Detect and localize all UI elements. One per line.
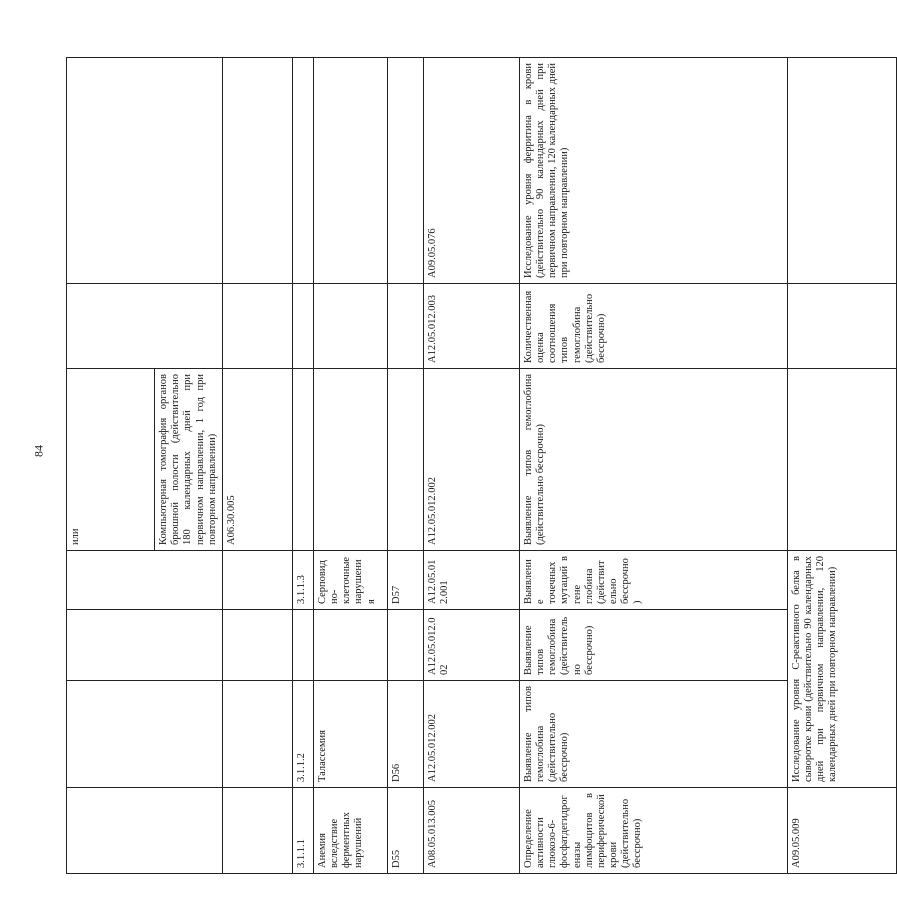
cell-empty (313, 369, 387, 551)
service-description: Количественная оценка соотношения типов гемоглобина (действительно бессрочно) (519, 284, 787, 369)
cell-empty (313, 58, 387, 284)
cell-empty (222, 551, 292, 610)
service-description: Выявление типов гемоглобина (действительно бессрочно) (519, 369, 787, 551)
cell-empty (787, 369, 896, 551)
cell-empty (67, 551, 223, 610)
table-row (387, 58, 423, 874)
table-row (313, 58, 387, 874)
icd-code: D57 (387, 551, 423, 610)
cell-empty (222, 58, 292, 284)
service-description: Выявление точечных мутаций в гене глобина (действительно бессрочно) (519, 551, 787, 610)
cell-empty (387, 369, 423, 551)
service-code: A06.30.005 (222, 369, 292, 551)
cell-empty (222, 681, 292, 788)
cell-empty (313, 284, 387, 369)
condition-name: Анемия вследствие ферментных нарушений (313, 788, 387, 874)
cell-empty (67, 284, 223, 369)
cell-empty (313, 610, 387, 681)
condition-name: Серповидно-клеточные нарушения (313, 551, 387, 610)
cell-empty (387, 610, 423, 681)
condition-name: Талассемия (313, 681, 387, 788)
service-code: A08.05.013.005 (423, 788, 519, 874)
cell-empty (222, 788, 292, 874)
cell-empty (387, 284, 423, 369)
cell-empty (787, 284, 896, 369)
services-table (66, 57, 897, 874)
table-row (787, 58, 896, 874)
table-row (423, 58, 519, 874)
cell-empty (292, 284, 313, 369)
table-row (519, 58, 787, 874)
icd-code: D55 (387, 788, 423, 874)
icd-code: D56 (387, 681, 423, 788)
service-description: Исследование уровня С-реактивного белка в сыворотке крови (действительно 90 календарных дней при первичном направлении, 120 календарных дней при повторном направлении) (787, 551, 896, 788)
service-description: Выявление типов гемоглобина (действительно бессрочно) (519, 681, 787, 788)
cell-empty (292, 58, 313, 284)
cell-empty (67, 58, 223, 284)
table-row (222, 58, 292, 874)
row-number: 3.1.1.3 (292, 551, 313, 610)
service-code: A12.05.012.003 (423, 284, 519, 369)
cell-empty (222, 284, 292, 369)
cell-empty (67, 788, 223, 874)
service-description: Определение активности глюкозо-6-фосфатдегидрогеназы лимфоцитов в периферической крови (действительно бессрочно) (519, 788, 787, 874)
row-number: 3.1.1.2 (292, 681, 313, 788)
service-description: Компьютерная томография органов брюшной полости (действительно 180 календарных дней при первичном направлении, 1 год при повторном направлении) (155, 369, 223, 551)
cell-empty (787, 58, 896, 284)
cell-empty (67, 610, 223, 681)
cell-empty (292, 369, 313, 551)
service-code: A12.05.012.001 (423, 551, 519, 610)
service-code: A12.05.012.002 (423, 610, 519, 681)
cell-empty (387, 58, 423, 284)
rotated-page-content (66, 58, 839, 874)
row-number: 3.1.1.1 (292, 788, 313, 874)
cell-empty (67, 681, 223, 788)
cell-empty (222, 610, 292, 681)
service-code: A09.05.009 (787, 788, 896, 874)
table-row (67, 58, 155, 874)
service-description: Выявление типов гемоглобина (действительно бессрочно) (519, 610, 787, 681)
service-code: A12.05.012.002 (423, 681, 519, 788)
table-row (292, 58, 313, 874)
page-number: 84 (31, 445, 46, 457)
service-description: Исследование уровня ферритина в крови (действительно 90 календарных дней при первичном направлении, 120 календарных дней при повторном направлении) (519, 58, 787, 284)
connector-text: или (67, 369, 155, 551)
service-code: A09.05.076 (423, 58, 519, 284)
service-code: A12.05.012.002 (423, 369, 519, 551)
cell-empty (292, 610, 313, 681)
